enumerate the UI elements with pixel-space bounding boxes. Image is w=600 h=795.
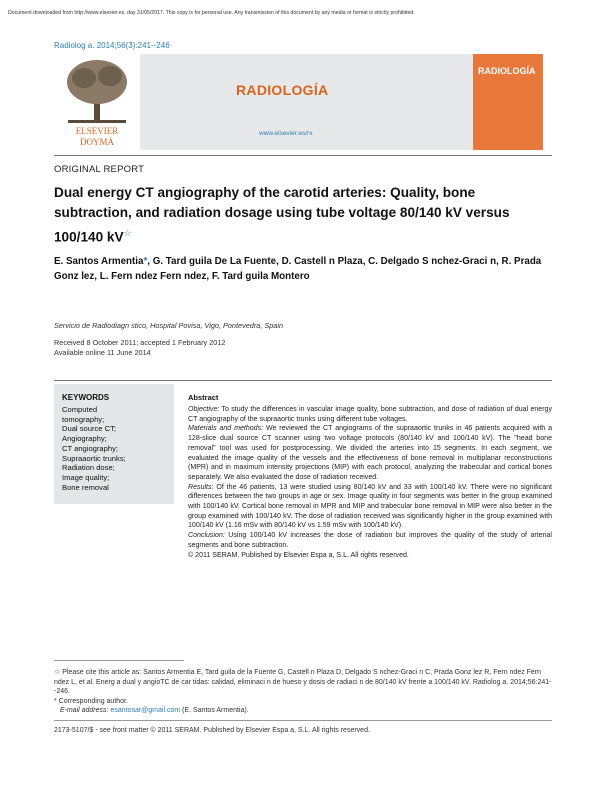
abstract-objective: Objective: To study the differences in vascular image quality, bone subtraction, and dose of radiation of dual energy CT angiography of the supraaortic trunks using different tube voltages.: [188, 406, 552, 423]
keyword-item: Radiation dose;: [62, 463, 115, 473]
keyword-item: Computed: [62, 405, 98, 414]
abstract-conclusion: Conclusion: Using 100/140 kV increases the dose of radiation but improves the quality of the study of arterial segments and bone subtraction.: [188, 532, 552, 549]
journal-brand-title: RADIOLOGÍA: [236, 82, 329, 98]
section-label: ORIGINAL REPORT: [54, 164, 145, 175]
keyword-item: CT angiography;: [62, 443, 119, 453]
article-title: Dual energy CT angiography of the carotid arteries: Quality, bone subtraction, and radiation dosage using tube voltage 80/140 kV versus 100/140 kV☆: [54, 185, 510, 245]
abstract-copyright: © 2011 SERAM. Published by Elsevier Espa a, S.L. All rights reserved.: [188, 551, 409, 559]
keyword-item: Supraaortic trunks;: [62, 453, 126, 463]
journal-reference[interactable]: Radiolog a. 2014;56(3):241--246: [54, 41, 170, 50]
abstract-body: [188, 405, 552, 560]
issn-rule: [54, 720, 552, 721]
title-footnote-marker[interactable]: ☆: [123, 228, 132, 238]
publisher-logo: [54, 54, 140, 150]
keyword-item: tomography;: [62, 414, 105, 424]
article-dates: [54, 338, 225, 358]
affiliation: Servicio de Radiodiagn stico, Hospital Povisa, Vigo, Pontevedra, Spain: [54, 321, 284, 330]
author-list: E. Santos Armentia*, G. Tard guila De La Fuente, D. Castell n Plaza, C. Delgado S nchez-Graci n, R. Prada Gonz lez, L. Fern ndez Fern ndez, F. Tard guila Montero: [54, 256, 542, 282]
download-notice: Document downloaded from http://www.elsevier.es, day 31/05/2017. This copy is for personal use. Any transmission of this document by any media or format is strictly prohibited.: [8, 10, 415, 16]
citation-note: ☆ Please cite this article as: Santos Armentia E, Tard guila de la Fuente G, Castell n Plaza D, Delgado S nchez-Graci n C, Prada Gonz lez R, Fern ndez Fern ndez L, et al. Energ a dual y angioTC de car tidas: calidad, eliminaci n de hueso y dosis de radiaci n de 80/140 kV frente a 100/140 kV. Radiolog a. 2014;56:241--246.: [54, 669, 552, 696]
online-date: Available online 11 June 2014: [54, 348, 151, 357]
received-date: Received 8 October 2011; accepted 1 February 2012: [54, 338, 226, 347]
footnote-rule: [54, 660, 184, 661]
abstract-results: Results: Of the 46 patients, 13 were studied using 80/140 kV and 33 with 100/140 kV. There were no significant differences between the two groups in age or sex. Image quality in four segments was better in the group examined with 100/140 kV. Cortical bone removal in MPR and MIP and trabecular bone removal in MIP were also better in the group examined with 100/140 kV. The dose of radiation received was significantly higher in the group examined with 100/140 kV (1.16 mSv with 80/140 kV vs 1.59 mSv with 100/140 kV).: [188, 483, 552, 530]
abstract-top-rule: [54, 380, 552, 381]
keywords-list: [62, 405, 172, 492]
tree-logo-icon: [54, 54, 140, 150]
footnotes: [54, 668, 552, 716]
journal-url-link[interactable]: www.elsevier.es/rx: [259, 130, 313, 137]
keyword-item: Dual source CT;: [62, 424, 117, 434]
email-note: E-mail address: esantosar@gmail.com (E. Santos Armentia).: [59, 707, 249, 715]
publisher-name-top: ELSEVIER: [75, 126, 119, 136]
cover-title: RADIOLOGÍA: [478, 66, 536, 76]
author-email-link[interactable]: esantosar@gmail.com: [110, 707, 181, 715]
keywords-title: KEYWORDS: [62, 393, 110, 402]
abstract-title: Abstract: [188, 393, 219, 402]
publisher-name-bottom: DOYMA: [79, 137, 115, 147]
keyword-item: Bone removal: [62, 482, 109, 492]
corresponding-author-marker[interactable]: *: [143, 256, 148, 267]
keyword-item: Image quality;: [62, 472, 110, 482]
header-divider: [54, 155, 552, 156]
issn-line: 2173-5107/$ - see front matter © 2011 SERAM. Published by Elsevier Espa a, S.L. All rights reserved.: [54, 727, 370, 734]
keyword-item: Angiography;: [62, 434, 107, 444]
abstract-methods: Materials and methods: We reviewed the CT angiograms of the supraaortic trunks in 46 patients acquired with a 128-slice dual source CT scanner using two voltage protocols (80/140 kV and 100/140 kV). The ''head bone removal'' tool was used for postprocessing. We divided the arteries into 15 segments. In each segment, we evaluated the image quality of the vessels and the effectiveness of bone removal in multiplanar reconstructions (MPR) and in maximum intensity projections (MIP) with each protocol, analyzing the trabecular and cortical bones separately. We also evaluated the dose of radiation received.: [188, 425, 552, 481]
corresponding-note: * Corresponding author.: [54, 697, 128, 705]
